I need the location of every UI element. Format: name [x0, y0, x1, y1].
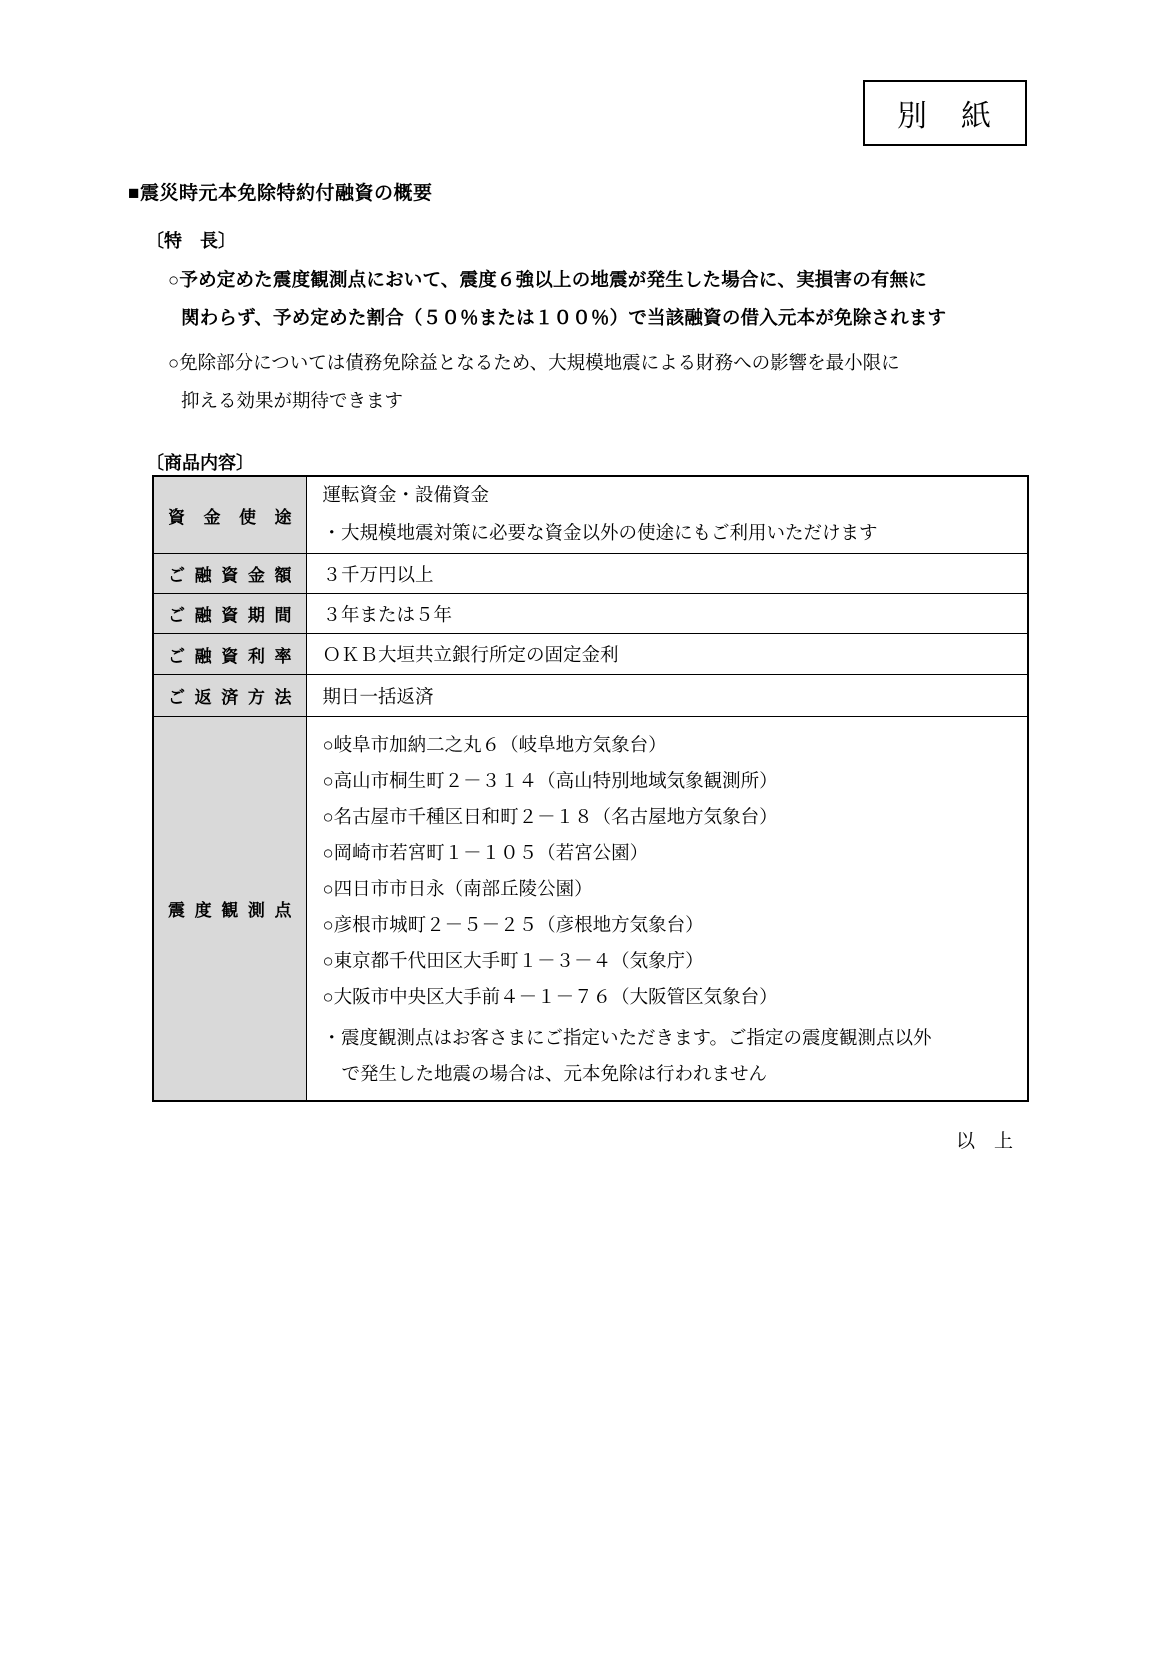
attachment-label: 別 紙: [897, 100, 993, 133]
table-row-observation-points: [153, 717, 1028, 1101]
closing-text: 以 上: [956, 1131, 1014, 1152]
row-value: 期日一括返済: [306, 675, 1028, 717]
row-label: ご融資利率: [153, 634, 306, 675]
observation-point: ○大阪市中央区大手前４－１－７６（大阪管区気象台）: [322, 988, 778, 1008]
feature-line: 抑える効果が期待できます: [181, 392, 404, 412]
observation-point: ○岐阜市加納二之丸６（岐阜地方気象台）: [322, 736, 667, 756]
document-title: ■震災時元本免除特約付融資の概要: [128, 183, 433, 204]
row-value: [306, 717, 1028, 1101]
table-row-interest-rate: [153, 634, 1028, 675]
feature-item: [168, 261, 946, 337]
row-label: ご融資金額: [153, 554, 306, 594]
table-row-loan-term: [153, 594, 1028, 634]
feature-line: ○免除部分については債務免除益となるため、大規模地震による財務への影響を最小限に: [168, 354, 900, 374]
table-row-repayment-method: [153, 675, 1028, 717]
observation-note-line: ・震度観測点はお客さまにご指定いただきます。ご指定の震度観測点以外: [322, 1029, 932, 1049]
table-row-loan-amount: [153, 554, 1028, 594]
observation-note-line: で発生した地震の場合は、元本免除は行われません: [341, 1065, 768, 1085]
feature-line: ○予め定めた震度観測点において、震度６強以上の地震が発生した場合に、実損害の有無に: [168, 269, 928, 290]
row-value: [306, 476, 1028, 554]
product-details-table: [152, 475, 1029, 1102]
feature-item: [168, 345, 900, 421]
product-heading: 〔商品内容〕: [146, 453, 254, 473]
row-label: ご返済方法: [153, 675, 306, 717]
feature-line: 関わらず、予め定めた割合（５０％または１００％）で当該融資の借入元本が免除されます: [181, 307, 947, 328]
table-row-funds-use: [153, 476, 1028, 554]
row-value-line: 運転資金・設備資金: [322, 486, 490, 506]
attachment-label-box: [863, 80, 1027, 146]
observation-point: ○高山市桐生町２－３１４（高山特別地域気象観測所）: [322, 772, 778, 792]
observation-point: ○東京都千代田区大手町１－３－４（気象庁）: [322, 952, 704, 972]
row-label: 震度観測点: [153, 717, 306, 1101]
row-value: ＯＫＢ大垣共立銀行所定の固定金利: [306, 634, 1028, 675]
observation-point: ○岡崎市若宮町１－１０５（若宮公園）: [322, 844, 649, 864]
features-heading: 〔特 長〕: [146, 231, 236, 251]
row-value-line: ・大規模地震対策に必要な資金以外の使途にもご利用いただけます: [322, 524, 878, 544]
row-label: 資金使途: [153, 476, 306, 554]
observation-point: ○四日市市日永（南部丘陵公園）: [322, 880, 593, 900]
row-label: ご融資期間: [153, 594, 306, 634]
row-value: ３千万円以上: [306, 554, 1028, 594]
row-value: ３年または５年: [306, 594, 1028, 634]
observation-point: ○彦根市城町２－５－２５（彦根地方気象台）: [322, 916, 704, 936]
observation-point: ○名古屋市千種区日和町２－１８（名古屋地方気象台）: [322, 808, 778, 828]
